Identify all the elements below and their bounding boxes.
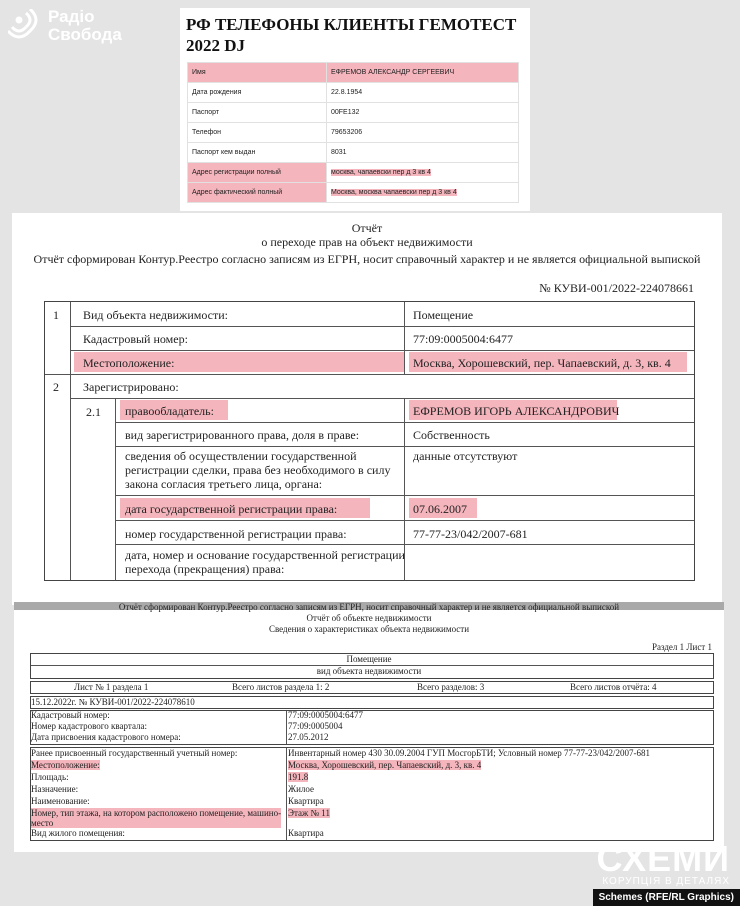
dwelling-type-label: Вид жилого помещения: bbox=[31, 828, 125, 838]
report-subtitle: о переходе прав на объект недвижимости bbox=[261, 235, 473, 249]
reg-address-label: Адрес регистрации полный bbox=[188, 163, 327, 183]
birth-date-label: Дата рождения bbox=[188, 83, 327, 103]
name-value: ЕФРЕМОВ АЛЕКСАНДР СЕРГЕЕВИЧ bbox=[327, 63, 519, 83]
actual-address-label: Адрес фактический полный bbox=[188, 183, 327, 203]
phone-label: Телефон bbox=[188, 123, 327, 143]
outlet-line2: Свобода bbox=[48, 25, 122, 44]
table-row bbox=[188, 83, 519, 103]
transfer-label bbox=[125, 548, 405, 576]
holder-label: правообладатель: bbox=[125, 404, 214, 418]
show-tagline: КОРУПЦІЯ В ДЕТАЛЯХ bbox=[602, 876, 730, 887]
dwelling-type-value: Квартира bbox=[288, 828, 324, 838]
sheet-number: Лист № 1 раздела 1 bbox=[74, 682, 149, 692]
location-value: Москва, Хорошевский, пер. Чапаевский, д. 3, кв. 4 bbox=[413, 356, 671, 370]
consent-value: данные отсутствуют bbox=[413, 449, 518, 463]
ownership-transfer-report bbox=[12, 213, 722, 605]
cadastral-value: 77:09:0005004:6477 bbox=[413, 332, 514, 346]
location-label: Местоположение: bbox=[83, 356, 175, 370]
floor-label-line2: место bbox=[31, 818, 54, 828]
actual-address-value bbox=[327, 183, 519, 203]
extract-subtitle: Сведения о характеристиках объекта недвижимости bbox=[268, 624, 470, 634]
passport-value: 00FE132 bbox=[327, 103, 519, 123]
phone-value: 79653206 bbox=[327, 123, 519, 143]
leak-title-line2: 2022 DJ bbox=[186, 36, 246, 55]
extract-title: Отчёт об объекте недвижимости bbox=[306, 613, 432, 623]
extract-row-value: 77:09:0005004 bbox=[288, 721, 343, 731]
area-value: 191.8 bbox=[288, 772, 309, 782]
consent-label-line3: закона согласия третьего лица, органа: bbox=[125, 477, 323, 491]
date-number: 15.12.2022г. № КУВИ-001/2022-224078610 bbox=[31, 697, 195, 707]
extract-note: Отчёт сформирован Контур.Реестро согласно записям из ЕГРН, носит справочный характер и не является официальной выпиской bbox=[118, 602, 620, 612]
radio-svoboda-logo bbox=[8, 8, 122, 44]
right-type-label: вид зарегистрированного права, доля в праве: bbox=[125, 428, 360, 442]
report-table bbox=[44, 301, 695, 581]
total-sections: Всего разделов: 3 bbox=[417, 682, 485, 692]
reg-date-value: 07.06.2007 bbox=[413, 502, 467, 516]
row-index-2-1: 2.1 bbox=[86, 405, 101, 419]
floor-value: Этаж № 11 bbox=[288, 808, 330, 818]
cadastral-label: Кадастровый номер: bbox=[83, 332, 188, 346]
name-label: Имя bbox=[188, 63, 327, 83]
purpose-value: Жилое bbox=[288, 784, 314, 794]
reg-num-label: номер государственной регистрации права: bbox=[125, 527, 347, 541]
extract-row-label: Дата присвоения кадастрового номера: bbox=[31, 732, 181, 742]
actual-address-text: Москва, москва чапаевски пер д 3 кв 4 bbox=[331, 189, 457, 196]
consent-label-line1: сведения об осуществлении государственной bbox=[125, 449, 357, 463]
show-name: СХЕМИ bbox=[596, 838, 730, 879]
consent-label bbox=[125, 449, 390, 491]
passport-label: Паспорт bbox=[188, 103, 327, 123]
floor-label-line1: Номер, тип этажа, на котором расположено помещение, машино- bbox=[31, 808, 282, 818]
object-characteristics-report bbox=[14, 602, 724, 852]
reg-date-label: дата государственной регистрации права: bbox=[125, 502, 338, 516]
reg-address-value bbox=[327, 163, 519, 183]
purpose-label: Назначение: bbox=[31, 784, 79, 794]
table-row bbox=[188, 63, 519, 83]
report-title: Отчёт bbox=[351, 221, 383, 235]
object-type-value: Помещение bbox=[413, 308, 474, 322]
schemes-logo bbox=[596, 838, 730, 887]
table-row bbox=[188, 123, 519, 143]
total-sheets-report: Всего листов отчёта: 4 bbox=[570, 682, 657, 692]
floor-label bbox=[31, 808, 281, 828]
report-note: Отчёт сформирован Контур.Реестро согласно записям из ЕГРН, носит справочный характер и не является официальной выпиской bbox=[33, 252, 701, 266]
object-type-label: Вид объекта недвижимости: bbox=[83, 308, 228, 322]
row-index-2: 2 bbox=[53, 380, 59, 394]
name-label: Наименование: bbox=[31, 796, 90, 806]
reg-num-value: 77-77-23/042/2007-681 bbox=[413, 527, 528, 541]
table-row bbox=[188, 103, 519, 123]
leak-table bbox=[187, 62, 519, 203]
leak-title-line1: РФ ТЕЛЕФОНЫ КЛИЕНТЫ ГЕМОТЕСТ bbox=[186, 15, 517, 34]
extract-row-value: Инвентарный номер 430 30.09.2004 ГУП МосгорБТИ; Условный номер 77-77-23/042/2007-681 bbox=[288, 748, 650, 758]
transfer-label-line2: перехода (прекращения) права: bbox=[125, 562, 285, 576]
passport-issuer-value: 8031 bbox=[327, 143, 519, 163]
extract-row-label: Ранее присвоенный государственный учетный номер: bbox=[31, 748, 238, 758]
birth-date-value: 22.8.1954 bbox=[327, 83, 519, 103]
report-number: № КУВИ-001/2022-224078661 bbox=[539, 281, 694, 295]
right-type-value: Собственность bbox=[413, 428, 490, 442]
table-row bbox=[188, 163, 519, 183]
row-index-1: 1 bbox=[53, 308, 59, 322]
registered-label: Зарегистрировано: bbox=[83, 380, 179, 394]
holder-value: ЕФРЕМОВ ИГОРЬ АЛЕКСАНДРОВИЧ bbox=[413, 404, 620, 418]
extract-row-label: Номер кадастрового квартала: bbox=[31, 721, 147, 731]
outlet-name bbox=[48, 8, 122, 44]
location-label-extract: Местоположение: bbox=[31, 760, 100, 770]
table-row bbox=[188, 183, 519, 203]
table-row bbox=[188, 143, 519, 163]
location-value-extract: Москва, Хорошевский, пер. Чапаевский, д. 3, кв. 4 bbox=[288, 760, 482, 770]
extract-row-value: 77:09:0005004:6477 bbox=[288, 710, 364, 720]
object-value: Помещение bbox=[346, 654, 392, 664]
extract-row-label: Кадастровый номер: bbox=[31, 710, 110, 720]
graphics-credit: Schemes (RFE/RL Graphics) bbox=[593, 889, 740, 906]
leaked-data-card bbox=[180, 8, 530, 211]
passport-issuer-label: Паспорт кем выдан bbox=[188, 143, 327, 163]
transfer-label-line1: дата, номер и основание государственной регистрации bbox=[125, 548, 405, 562]
extract-row-value: 27.05.2012 bbox=[288, 732, 329, 742]
name-value: Квартира bbox=[288, 796, 324, 806]
reg-address-text: москва, чапаевски пер д 3 кв 4 bbox=[331, 169, 431, 176]
section-label: Раздел 1 Лист 1 bbox=[651, 642, 712, 652]
radio-waves-icon bbox=[8, 9, 42, 43]
outlet-line1: Радіо bbox=[48, 7, 95, 26]
consent-label-line2: регистрации сделки, права без необходимого в силу bbox=[125, 463, 391, 477]
total-sheets-section: Всего листов раздела 1: 2 bbox=[232, 682, 330, 692]
leak-card-title bbox=[186, 14, 516, 56]
object-caption: вид объекта недвижимости bbox=[316, 666, 422, 676]
area-label: Площадь: bbox=[31, 772, 69, 782]
